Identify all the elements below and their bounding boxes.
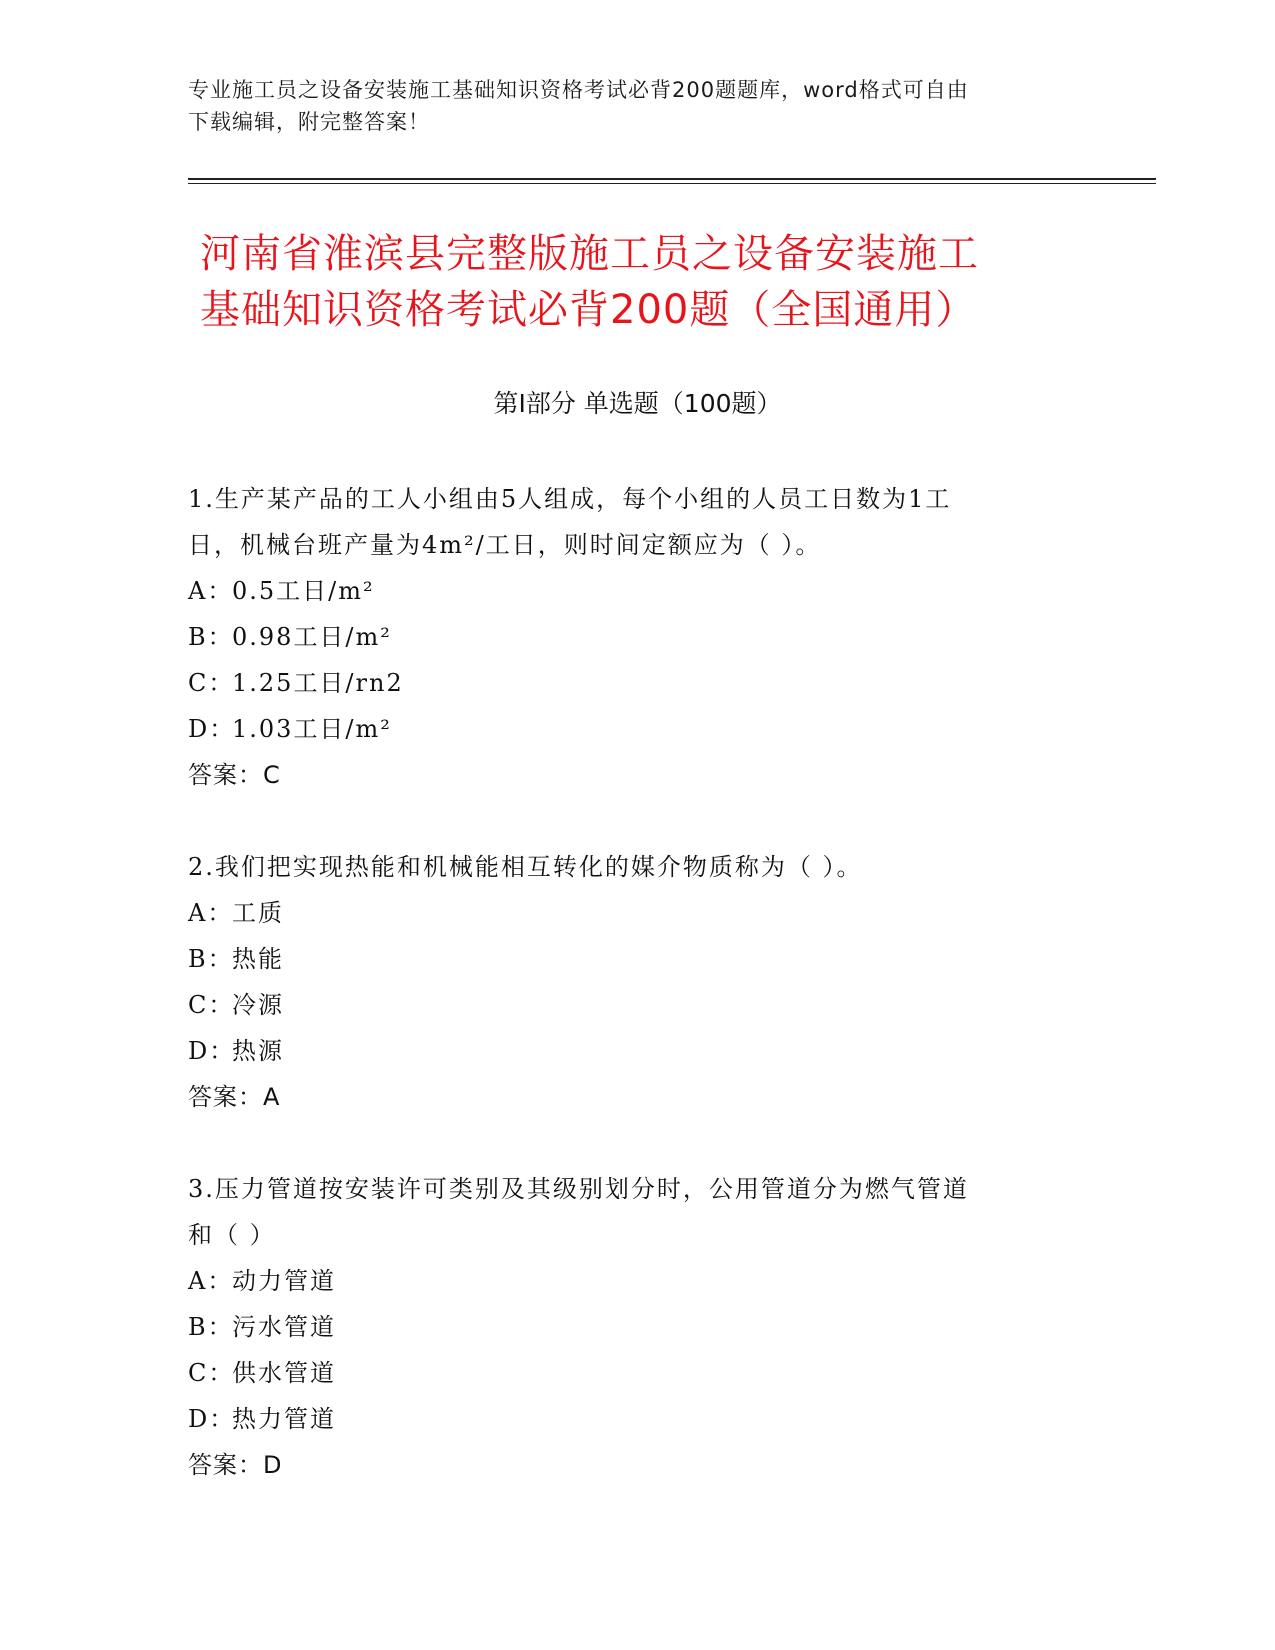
- question-stem: [188, 844, 1068, 890]
- answer: 答案：D: [188, 1451, 283, 1479]
- header-divider-thin: [188, 183, 1156, 184]
- option-a: [188, 890, 1068, 936]
- question-1: [188, 476, 1068, 798]
- option-c: [188, 660, 1068, 706]
- document-title: [200, 226, 1100, 338]
- option-text: 冷源: [232, 991, 284, 1019]
- option-text: 工质: [232, 899, 284, 927]
- option-c: [188, 982, 1068, 1028]
- option-text: 0.98工日/m²: [232, 623, 392, 651]
- option-text: 污水管道: [232, 1313, 336, 1341]
- option-key: C：: [188, 991, 235, 1019]
- option-d: [188, 706, 1068, 752]
- header-note: [188, 74, 1088, 138]
- option-b: [188, 936, 1068, 982]
- option-key: A：: [188, 577, 234, 605]
- option-text: 热能: [232, 945, 284, 973]
- option-d: [188, 1396, 1068, 1442]
- option-key: B：: [188, 1313, 234, 1341]
- answer: 答案：C: [188, 761, 281, 789]
- option-a: [188, 1258, 1068, 1304]
- question-stem-line-1: 3.压力管道按安装许可类别及其级别划分时，公用管道分为燃气管道: [188, 1175, 969, 1203]
- option-text: 热源: [232, 1037, 284, 1065]
- question-stem-line-2: 和（ ）: [188, 1221, 276, 1249]
- option-key: D：: [188, 1405, 236, 1433]
- header-note-line-2: 下载编辑，附完整答案！: [188, 110, 430, 134]
- question-stem: [188, 476, 1068, 568]
- section-title: 第Ⅰ部分 单选题（100题）: [493, 389, 782, 418]
- option-c: [188, 1350, 1068, 1396]
- question-3: [188, 1166, 1068, 1488]
- option-key: C：: [188, 669, 235, 697]
- question-2: [188, 844, 1068, 1120]
- answer: 答案：A: [188, 1083, 281, 1111]
- header-divider-thick: [188, 178, 1156, 180]
- option-a: [188, 568, 1068, 614]
- question-stem-line-1: 1.生产某产品的工人小组由5人组成，每个小组的人员工日数为1工: [188, 485, 952, 513]
- option-key: B：: [188, 945, 234, 973]
- option-key: D：: [188, 715, 236, 743]
- document-title-line-1: 河南省淮滨县完整版施工员之设备安装施工: [200, 231, 979, 277]
- option-text: 1.25工日/rn2: [232, 669, 404, 697]
- option-text: 1.03工日/m²: [232, 715, 392, 743]
- option-key: A：: [188, 1267, 234, 1295]
- option-key: C：: [188, 1359, 235, 1387]
- option-text: 0.5工日/m²: [232, 577, 375, 605]
- question-stem-line-2: 日，机械台班产量为4m²/工日，则时间定额应为（ ）。: [188, 531, 822, 559]
- question-stem-line-1: 2.我们把实现热能和机械能相互转化的媒介物质称为（ ）。: [188, 853, 863, 881]
- question-stem: [188, 1166, 1068, 1258]
- option-b: [188, 614, 1068, 660]
- option-key: B：: [188, 623, 234, 651]
- option-text: 供水管道: [232, 1359, 336, 1387]
- option-b: [188, 1304, 1068, 1350]
- option-key: D：: [188, 1037, 236, 1065]
- option-d: [188, 1028, 1068, 1074]
- question-list: [188, 476, 1068, 1534]
- option-key: A：: [188, 899, 234, 927]
- option-text: 动力管道: [232, 1267, 336, 1295]
- document-title-line-2: 基础知识资格考试必背200题（全国通用）: [200, 287, 977, 333]
- header-note-line-1: 专业施工员之设备安装施工基础知识资格考试必背200题题库，word格式可自由: [188, 78, 969, 102]
- option-text: 热力管道: [232, 1405, 336, 1433]
